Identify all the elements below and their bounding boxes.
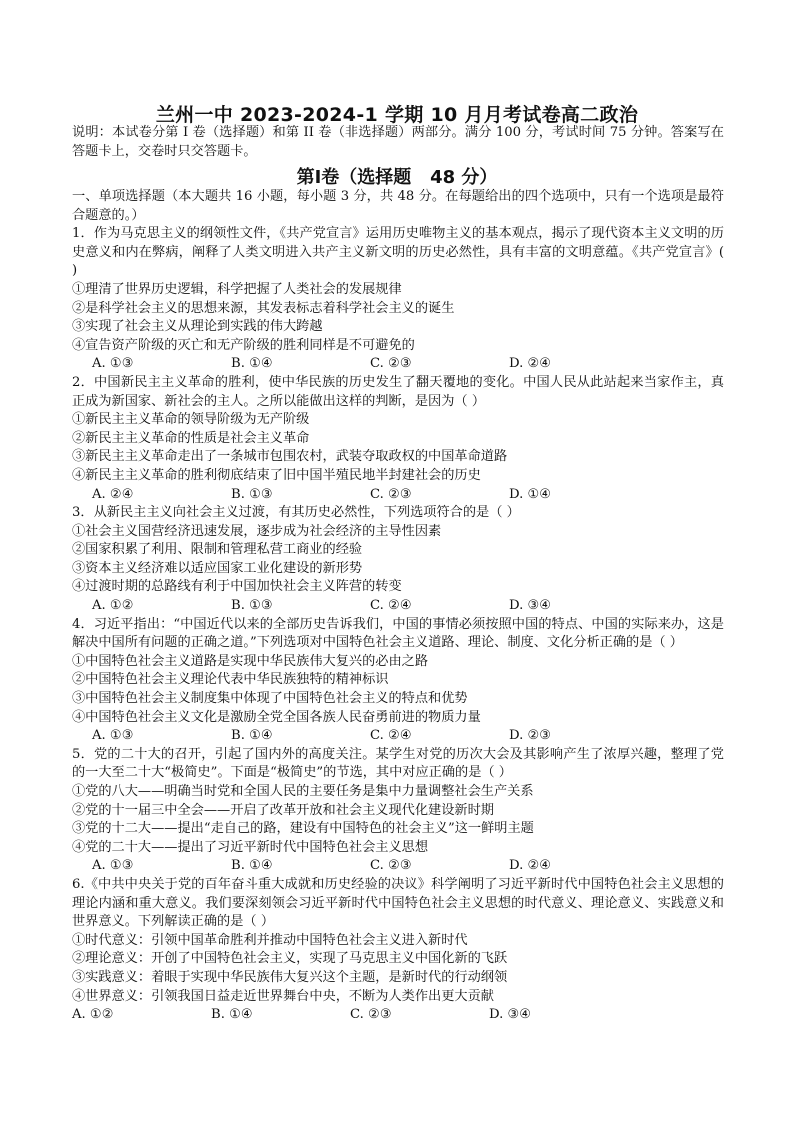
question-option: ④党的二十大——提出了习近平新时代中国特色社会主义思想	[72, 839, 429, 855]
choice-d: D. ②④	[509, 858, 552, 874]
question-option: ④中国特色社会主义文化是激励全党全国各族人民奋勇前进的物质力量	[72, 709, 481, 725]
question-option: ①党的八大——明确当时党和全国人民的主要任务是集中力量调整社会生产关系	[72, 784, 534, 799]
choice-b: B. ①④	[211, 1007, 253, 1023]
choice-d: D. ②④	[509, 356, 552, 372]
answer-choices	[72, 597, 724, 616]
question-2	[72, 374, 724, 504]
question-4	[72, 616, 724, 746]
choice-c: C. ②③	[350, 1007, 392, 1023]
question-option: ②新民主主义革命的性质是社会主义革命	[72, 430, 310, 446]
choice-d: D. ①④	[509, 486, 552, 502]
choice-c: C. ②③	[370, 858, 412, 874]
section-heading: 第Ⅰ卷（选择题 48 分）	[296, 167, 498, 188]
exam-title: 兰州一中 2023-2024-1 学期 10 月月考试卷高二政治	[155, 104, 639, 126]
question-option: ④过渡时期的总路线有利于中国加快社会主义阵营的转变	[72, 579, 402, 595]
choice-a: A. ①③	[92, 356, 134, 372]
choice-d: D. ③④	[489, 1007, 532, 1023]
choice-b: B. ①④	[231, 858, 273, 874]
question-option: ③资本主义经济难以适应国家工业化建设的新形势	[72, 560, 363, 576]
question-option: ①理清了世界历史逻辑，科学把握了人类社会的发展规律	[72, 281, 402, 297]
choice-d: D. ②③	[509, 728, 552, 744]
answer-choices	[72, 486, 724, 505]
choice-a: A. ①②	[92, 598, 134, 614]
choice-a: A. ①③	[92, 858, 134, 874]
choice-b: B. ①③	[231, 598, 273, 614]
question-option: ①时代意义：引领中国革命胜利并推动中国特色社会主义进入新时代	[72, 932, 468, 948]
question-option: ③实践意义：着眼于实现中华民族伟大复兴这个主题，是新时代的行动纲领	[72, 969, 508, 985]
question-option: ③中国特色社会主义制度集中体现了中国特色社会主义的特点和优势	[72, 691, 468, 707]
answer-choices	[72, 857, 724, 876]
choice-c: C. ②④	[370, 728, 412, 744]
choice-a: A. ①③	[92, 728, 134, 744]
question-option: ③党的十二大——提出“走自己的路，建设有中国特色的社会主义”这一鲜明主题	[72, 821, 534, 837]
question-option: ②党的十一届三中全会——开启了改革开放和社会主义现代化建设新时期	[72, 802, 494, 818]
choice-b: B. ①④	[231, 356, 273, 372]
question-3	[72, 504, 724, 616]
question-stem: 6.《中共中央关于党的百年奋斗重大成就和历史经验的决议》科学阐明了习近平新时代中国特色社会主义思想的理论内涵和重大意义。我们要深刻领会习近平新时代中国特色社会主义思想的时代意义、理论意义、实践意义和世界意义。下列解读正确的是（ ）	[72, 876, 724, 930]
question-6	[72, 876, 724, 1025]
question-1	[72, 225, 724, 374]
answer-choices	[72, 727, 724, 746]
choice-c: C. ②④	[370, 598, 412, 614]
question-option: ④新民主主义革命的胜利彻底结束了旧中国半殖民地半封建社会的历史	[72, 467, 481, 483]
question-option: ②是科学社会主义的思想来源，其发表标志着科学社会主义的诞生	[72, 300, 455, 316]
choice-b: B. ①③	[231, 486, 273, 502]
question-option: ③实现了社会主义从理论到实践的伟大跨越	[72, 319, 323, 335]
question-stem: 4．习近平指出：“中国近代以来的全部历史告诉我们，中国的事情必须按照中国的特点、中国的实际来办，这是解决中国所有问题的正确之道。”下列选项对中国特色社会主义道路、理论、制度、文化分析正确的是（ ）	[72, 616, 724, 651]
question-stem: 3．从新民主主义向社会主义过渡，有其历史必然性，下列选项符合的是（ ）	[72, 505, 520, 521]
section-instructions: 一、单项选择题（本大题共 16 小题，每小题 3 分，共 48 分。在每题给出的四个选项中，只有一个选项是最符合题意的。）	[72, 189, 724, 223]
choice-c: C. ②③	[370, 356, 412, 372]
question-option: ④世界意义：引领我国日益走近世界舞台中央，不断为人类作出更大贡献	[72, 988, 494, 1004]
question-option: ①中国特色社会主义道路是实现中华民族伟大复兴的必由之路	[72, 653, 429, 669]
question-option: ②中国特色社会主义理论代表中华民族独特的精神标识	[72, 672, 389, 688]
choice-b: B. ①④	[231, 728, 273, 744]
exam-content	[72, 188, 724, 1025]
answer-choices	[72, 355, 724, 374]
question-option: ②国家积累了利用、限制和管理私营工商业的经验	[72, 542, 363, 558]
question-stem: 5．党的二十大的召开，引起了国内外的高度关注。某学生对党的历次大会及其影响产生了浓厚兴趣，整理了党的一大至二十大“极简史”。下面是“极简史”的节选，其中对应正确的是（ ）	[72, 746, 724, 781]
answer-choices	[72, 1006, 724, 1025]
question-option: ②理论意义：开创了中国特色社会主义，实现了马克思主义中国化新的飞跃	[72, 951, 508, 967]
choice-a: A. ②④	[92, 486, 134, 502]
question-stem: 1．作为马克思主义的纲领性文件，《共产党宣言》运用历史唯物主义的基本观点，揭示了现代资本主义文明的历史意义和内在弊病，阐释了人类文明进入共产主义新文明的历史必然性，具有丰富的文明意蕴。《共产党宣言》( )	[72, 226, 724, 279]
question-option: ③新民主主义革命走出了一条城市包围农村，武装夺取政权的中国革命道路	[72, 449, 508, 465]
choice-c: C. ②③	[370, 486, 412, 502]
question-5	[72, 746, 724, 876]
question-stem: 2．中国新民主主义革命的胜利，使中华民族的历史发生了翻天覆地的变化。中国人民从此站起来当家作主，真正成为新国家、新社会的主人。之所以能做出这样的判断，是因为（ ）	[72, 374, 724, 409]
question-option: ①新民主主义革命的领导阶级为无产阶级	[72, 412, 310, 428]
choice-d: D. ③④	[509, 598, 552, 614]
exam-instructions-note: 说明：本试卷分第 I 卷（选择题）和第 II 卷（非选择题）两部分。满分 100 分，考试时间 75 分钟。答案写在答题卡上，交卷时只交答题卡。	[72, 125, 724, 159]
question-option: ④宣告资产阶级的灭亡和无产阶级的胜利同样是不可避免的	[72, 337, 415, 353]
choice-a: A. ①②	[72, 1007, 114, 1023]
question-option: ①社会主义国营经济迅速发展，逐步成为社会经济的主导性因素	[72, 523, 442, 539]
